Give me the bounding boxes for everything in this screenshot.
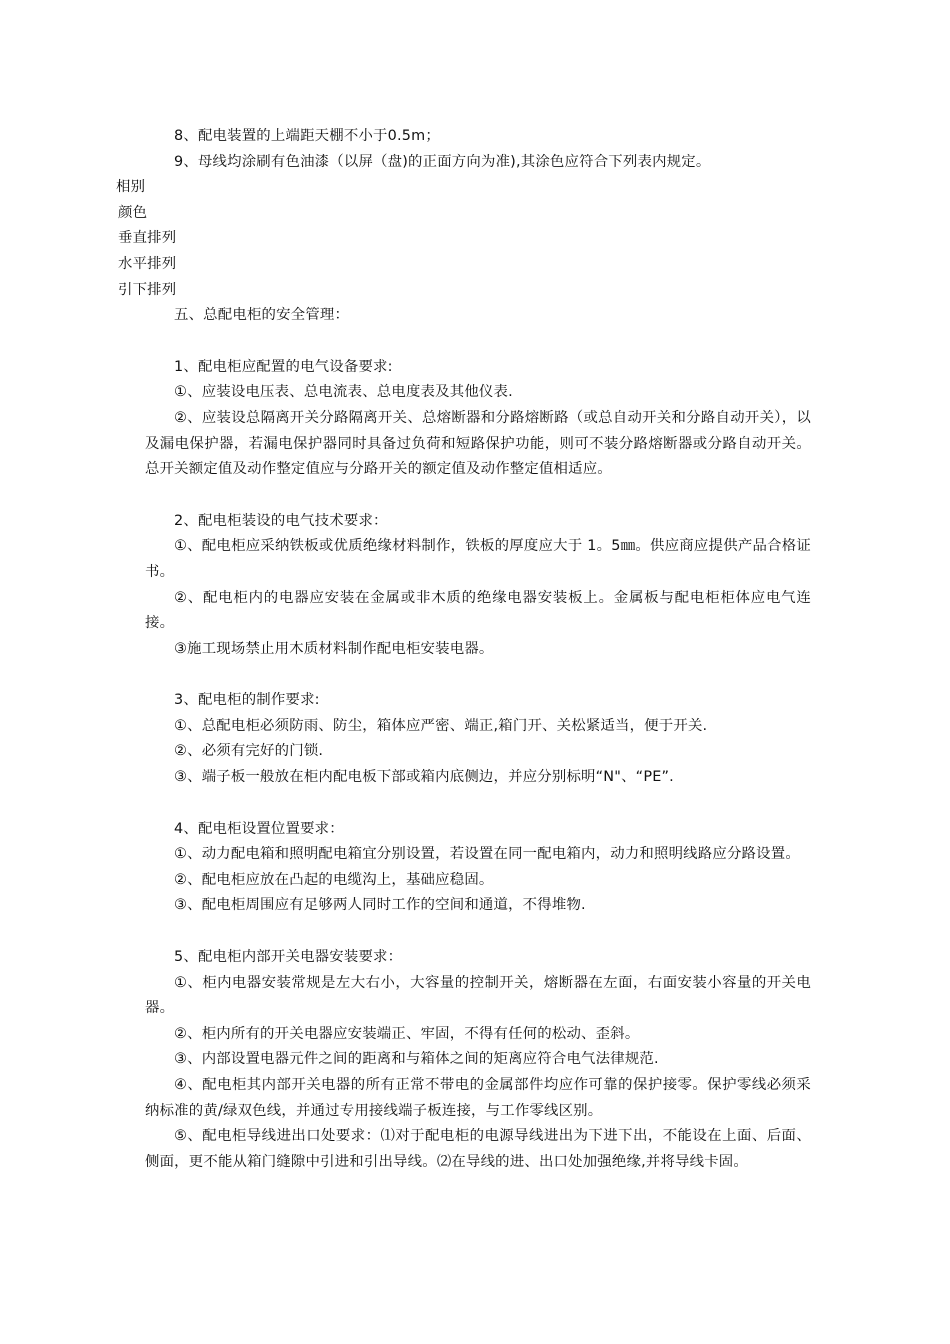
subsection-4-item-3: ③、配电柜周围应有足够两人同时工作的空间和通道，不得堆物. — [174, 897, 586, 914]
item-8-text: 8、配电装置的上端距天棚不小于0.5m； — [174, 128, 440, 144]
subsection-1-title: 1、配电柜应配置的电气设备要求: — [174, 358, 393, 375]
subsection-5-item-4: ④、配电柜其内部开关电器的所有正常不带电的金属部件均应作可靠的保护接零。保护零线必须采纳标准的黄/绿双色线，并通过专用接线端子板连接，与工作零线区别。 — [145, 1077, 811, 1119]
spacer — [145, 919, 811, 945]
table-header-color: 颜色 — [118, 204, 148, 221]
subsection-5-item-3: ③、内部设置电器元件之间的距离和与箱体之间的矩离应符合电气法律规范. — [174, 1051, 659, 1068]
subsection-4-item-1: ①、动力配电箱和照明配电箱宜分别设置，若设置在同一配电箱内，动力和照明线路应分路设置。 — [174, 846, 800, 863]
table-header-vertical: 垂直排列 — [118, 230, 177, 247]
subsection-5-title: 5、配电柜内部开关电器安装要求： — [174, 949, 403, 966]
subsection-2-item-1: ①、配电柜应采纳铁板或优质绝缘材料制作，铁板的厚度应大于 1。5㎜。供应商应提供产品合格证书。 — [145, 538, 811, 580]
subsection-3-item-3: ③、端子板一般放在柜内配电板下部或箱内底侧边，并应分别标明“N"、“PE”. — [174, 769, 674, 786]
subsection-2-item-2: ②、配电柜内的电器应安装在金属或非木质的绝缘电器安装板上。金属板与配电柜柜体应电气连接。 — [145, 589, 811, 632]
subsection-5-item-2: ②、柜内所有的开关电器应安装端正、牢固，不得有任何的松动、歪斜。 — [174, 1025, 640, 1042]
spacer — [145, 329, 811, 355]
subsection-5-item-1: ①、柜内电器安装常规是左大右小，大容量的控制开关，熔断器在左面，右面安装小容量的开关电器。 — [145, 974, 811, 1017]
subsection-4-item-2: ②、配电柜应放在凸起的电缆沟上，基础应稳固。 — [174, 871, 494, 888]
subsection-4-title: 4、配电柜设置位置要求： — [174, 820, 344, 837]
document-body — [116, 124, 811, 1175]
subsection-2-item-3: ③施工现场禁止用木质材料制作配电柜安装电器。 — [174, 640, 494, 657]
spacer — [145, 662, 811, 688]
table-header-horizontal: 水平排列 — [118, 255, 177, 272]
table-header-phase: 相别 — [116, 179, 146, 196]
subsection-1-item-1: ①、应装设电压表、总电流表、总电度表及其他仪表. — [174, 384, 513, 401]
section-5-heading: 五、总配电柜的安全管理： — [174, 307, 350, 324]
subsection-1-item-2: ②、应装设总隔离开关分路隔离开关、总熔断器和分路熔断路（或总自动开关和分路自动开关），以及漏电保护器，若漏电保护器同时具备过负荷和短路保护功能，则可不装分路熔断器或分路自动开关。总开关额定值及动作整定值应与分路开关的额定值及动作整定值相适应。 — [145, 409, 811, 478]
subsection-5-item-5: ⑤、配电柜导线进出口处要求：⑴对于配电柜的电源导线进出为下进下出，不能设在上面、后面、侧面，更不能从箱门缝隙中引进和引出导线。⑵在导线的进、出口处加强绝缘,并将导线卡固。 — [145, 1128, 811, 1170]
subsection-2-title: 2、配电柜装设的电气技术要求： — [174, 512, 388, 529]
spacer — [145, 791, 811, 817]
subsection-3-item-2: ②、必须有完好的门锁. — [174, 743, 324, 760]
subsection-3-title: 3、配电柜的制作要求: — [174, 692, 320, 709]
table-header-downward: 引下排列 — [118, 281, 177, 298]
spacer — [145, 483, 811, 509]
item-9-text: 9、母线均涂刷有色油漆（以屏（盘)的正面方向为准),其涂色应符合下列表内规定。 — [174, 153, 711, 170]
subsection-3-item-1: ①、总配电柜必须防雨、防尘，箱体应严密、端正,箱门开、关松紧适当，便于开关. — [174, 717, 708, 734]
